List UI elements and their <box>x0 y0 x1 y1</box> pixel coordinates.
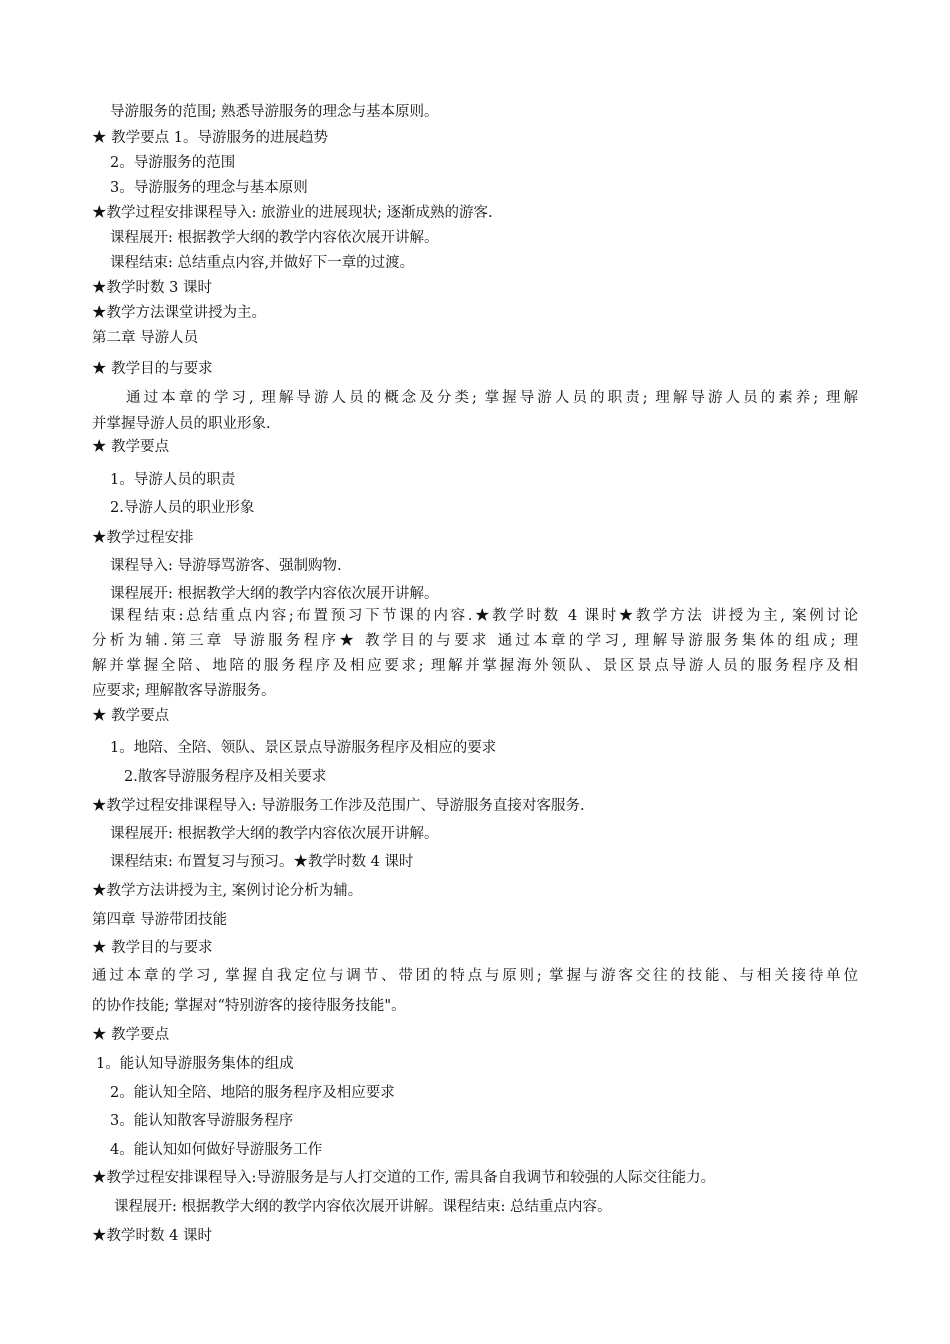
text-line: 课程结束:总结重点内容;布置预习下节课的内容.★教学时数 4 课时★教学方法 讲授为主, 案例讨论 <box>110 608 858 624</box>
text-line: 1。导游人员的职责 <box>110 472 236 488</box>
text-line: 2。导游服务的范围 <box>110 155 236 171</box>
text-line: 通过本章的学习, 理解导游人员的概念及分类; 掌握导游人员的职责; 理解导游人员的素养; 理解 <box>126 390 858 406</box>
text-line: 课程展开: 根据教学大纲的教学内容依次展开讲解。课程结束: 总结重点内容。 <box>114 1199 612 1215</box>
text-line: ★教学过程安排 <box>92 530 194 546</box>
text-line: 并掌握导游人员的职业形象. <box>92 416 271 432</box>
text-line: ★教学过程安排课程导入:导游服务是与人打交道的工作, 需具备自我调节和较强的人际交往能力。 <box>92 1170 716 1186</box>
text-line: 2。能认知全陪、地陪的服务程序及相应要求 <box>110 1085 395 1101</box>
text-line: 1。地陪、全陪、领队、景区景点导游服务程序及相应的要求 <box>110 740 497 756</box>
chapter-heading: 第二章 导游人员 <box>92 330 199 346</box>
text-line: 4。能认知如何做好导游服务工作 <box>110 1142 323 1158</box>
text-line: 课程展开: 根据教学大纲的教学内容依次展开讲解。 <box>110 586 439 602</box>
text-line: ★ 教学要点 <box>92 1027 170 1043</box>
text-line: 的协作技能; 掌握对“特别游客的接待服务技能"。 <box>92 998 406 1014</box>
text-line: ★教学时数 3 课时 <box>92 280 212 296</box>
text-line: ★教学过程安排课程导入: 导游服务工作涉及范围广、导游服务直接对客服务. <box>92 798 585 814</box>
text-line: ★教学时数 4 课时 <box>92 1228 212 1244</box>
text-line: ★ 教学目的与要求 <box>92 361 213 377</box>
text-line: ★ 教学要点 1。导游服务的进展趋势 <box>92 130 328 146</box>
text-line: 课程结束: 布置复习与预习。★教学时数 4 课时 <box>110 854 414 870</box>
text-line: 课程展开: 根据教学大纲的教学内容依次展开讲解。 <box>110 826 439 842</box>
text-line: 解并掌握全陪、地陪的服务程序及相应要求; 理解并掌握海外领队、景区景点导游人员的服务程序及相 <box>92 658 858 674</box>
text-line: 课程展开: 根据教学大纲的教学内容依次展开讲解。 <box>110 230 439 246</box>
text-line: ★教学方法讲授为主, 案例讨论分析为辅。 <box>92 883 363 899</box>
text-line: ★教学方法课堂讲授为主。 <box>92 305 266 321</box>
text-line: 课程导入: 导游辱骂游客、强制购物. <box>110 558 342 574</box>
text-line: 分析为辅.第三章 导游服务程序★ 教学目的与要求 通过本章的学习, 理解导游服务集体的组成; 理 <box>92 633 858 649</box>
text-line: 应要求; 理解散客导游服务。 <box>92 683 276 699</box>
text-line: 导游服务的范围; 熟悉导游服务的理念与基本原则。 <box>110 104 439 120</box>
chapter-heading: 第四章 导游带团技能 <box>92 912 228 928</box>
text-line: 2.散客导游服务程序及相关要求 <box>124 769 327 785</box>
text-line: 课程结束: 总结重点内容,并做好下一章的过渡。 <box>110 255 415 271</box>
text-line: ★教学过程安排课程导入: 旅游业的进展现状; 逐渐成熟的游客. <box>92 205 493 221</box>
text-line: ★ 教学目的与要求 <box>92 940 213 956</box>
text-line: 通过本章的学习, 掌握自我定位与调节、带团的特点与原则; 掌握与游客交往的技能、与相关接待单位 <box>92 968 858 984</box>
text-line: 3。能认知散客导游服务程序 <box>110 1113 294 1129</box>
text-line: ★ 教学要点 <box>92 439 170 455</box>
text-line: 2.导游人员的职业形象 <box>110 500 255 516</box>
text-line: 3。导游服务的理念与基本原则 <box>110 180 308 196</box>
text-line: ★ 教学要点 <box>92 708 170 724</box>
text-line: 1。能认知导游服务集体的组成 <box>96 1056 294 1072</box>
